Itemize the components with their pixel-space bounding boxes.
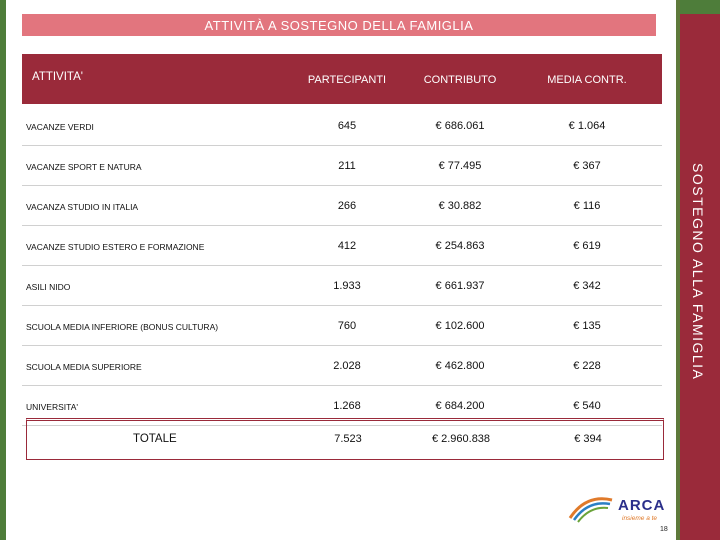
row-contribution: € 77.495	[438, 160, 482, 172]
header-contribution: CONTRIBUTO	[423, 74, 497, 86]
row-average: € 1.064	[568, 120, 606, 132]
page-number: 18	[660, 526, 668, 533]
total-average: € 394	[574, 433, 602, 445]
row-activity: UNIVERSITA'	[26, 402, 79, 412]
header-average: MEDIA CONTR.	[547, 74, 627, 86]
table-row	[22, 266, 662, 306]
row-average: € 619	[573, 240, 601, 252]
row-contribution: € 686.061	[435, 120, 485, 132]
row-participants: 211	[338, 160, 356, 172]
table-row	[22, 146, 662, 186]
table-row	[22, 186, 662, 226]
row-activity: SCUOLA MEDIA SUPERIORE	[26, 362, 142, 372]
row-contribution: € 102.600	[435, 320, 485, 332]
table-row	[22, 306, 662, 346]
total-contribution: € 2.960.838	[431, 433, 491, 445]
row-contribution: € 661.937	[435, 280, 485, 292]
row-activity: VACANZE STUDIO ESTERO E FORMAZIONE	[26, 242, 205, 252]
table-body	[22, 106, 662, 426]
row-participants: 412	[337, 240, 357, 252]
row-activity: VACANZA STUDIO IN ITALIA	[26, 202, 139, 212]
page-title: ATTIVITÀ A SOSTEGNO DELLA FAMIGLIA	[22, 14, 656, 36]
row-activity: VACANZE SPORT E NATURA	[26, 162, 142, 172]
table-row	[22, 346, 662, 386]
row-average: € 342	[573, 280, 601, 292]
row-average: € 135	[573, 320, 601, 332]
row-contribution: € 684.200	[435, 400, 485, 412]
total-participants: 7.523	[334, 433, 362, 445]
header-activity: ATTIVITA'	[32, 71, 83, 83]
total-row	[26, 418, 664, 460]
side-panel-label: SOSTEGNO ALLA FAMIGLIA	[690, 163, 706, 381]
logo-tagline: insieme a te	[622, 515, 658, 522]
row-contribution: € 462.800	[435, 360, 485, 372]
row-contribution: € 30.882	[438, 200, 482, 212]
row-participants: 266	[337, 200, 357, 212]
row-contribution: € 254.863	[435, 240, 485, 252]
row-participants: 1.268	[333, 400, 361, 412]
logo-wordmark: ARCA	[618, 497, 666, 514]
row-average: € 367	[573, 160, 601, 172]
table-header	[22, 54, 662, 104]
row-activity: SCUOLA MEDIA INFERIORE (BONUS CULTURA)	[26, 322, 219, 332]
total-label: TOTALE	[133, 433, 177, 445]
row-participants: 1.933	[333, 280, 361, 292]
left-decorative-stripe	[0, 0, 6, 540]
table-row	[22, 106, 662, 146]
row-activity: ASILI NIDO	[26, 282, 71, 292]
row-average: € 540	[573, 400, 601, 412]
row-participants: 645	[337, 120, 357, 132]
table-row	[22, 226, 662, 266]
row-participants: 760	[337, 320, 357, 332]
row-average: € 228	[573, 360, 601, 372]
row-participants: 2.028	[333, 360, 361, 372]
row-activity: VACANZE VERDI	[26, 122, 94, 132]
side-panel-top-accent	[680, 0, 720, 14]
row-average: € 116	[573, 200, 601, 212]
header-participants: PARTECIPANTI	[307, 74, 387, 86]
